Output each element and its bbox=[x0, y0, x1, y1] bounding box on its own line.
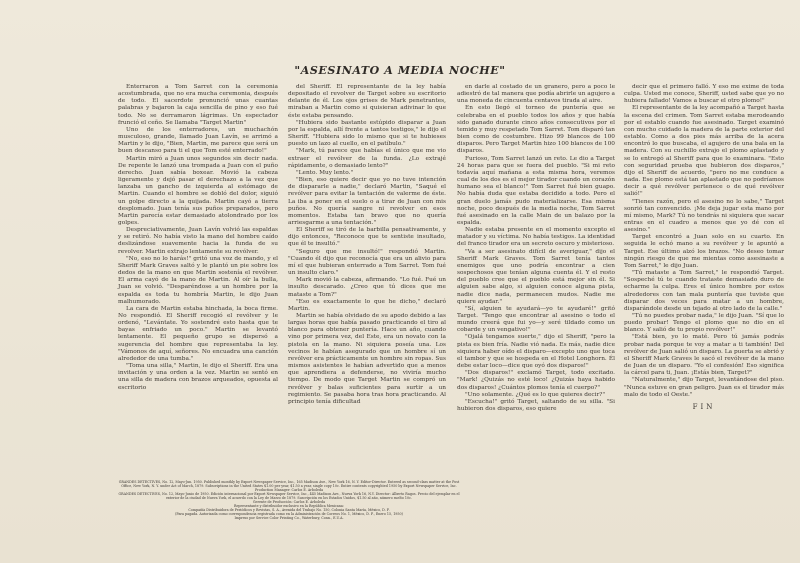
paragraph: "Lento. Muy lento." bbox=[296, 169, 354, 176]
paragraph: La cara de Martin estaba hinchada, la boca firme. No respondió. El Sheriff recogió el revólver y le ordenó, "Levántate. Yo sostendré esto hasta que te bayas enfriado un poco." Martin se levantó lentamente. El pequeño grupo se dispersó a sugerencia del hombre que representaba la ley. "Vámonos de aquí, señores. No encuadra una canción alrededor de una tumba." bbox=[118, 305, 278, 362]
paragraph: Target encontró a Juan solo en su cuarto. En seguida le echó mano a su revólver y le apuntó a Target. Ese último alzó los brazos. "No deseo tomar ningún riesgo de que me mientas como asesinaste a Tom Sarret," le dijo Juan. bbox=[624, 234, 784, 269]
text-column-4 bbox=[624, 84, 784, 411]
paragraph: Enterraron a Tom Sarret con la ceremonia acostumbrada, que no era mucha ceremonia, después de todo. El sacerdote pronunció unas cuantas palabras y bajaron la caja sencilla de pino y eso fué todo. No se derramaron lágrimas. Un espectador frunció el ceño. Se llamaba "Target Martin" bbox=[118, 84, 278, 126]
paragraph: "Sí, alguien te ayudará—yo te ayudaré!" gritó Target. "Tengo que encontrar al asesino o todo el mundo creerá que fui yo—y seré tildado como un cobarde y un vengativo!" bbox=[457, 305, 615, 334]
paragraph: Martin se había olvidado de su apodo debido a las largas horas que había pasado practicando el tiro al blanco para obtener puntería. Hace un año, cuando vino por primera vez, del Este, era un novato con la pistola en la mano. Ni siquiera poseía una. Los vecinos le habían asegurado que un hombre sí un revólver era prácticamente un hombre sin ropas. Sus mismos asistentes le habían advertido que a menos que aprendiera a defenderse, no viviría mucho tiempo. De modo que Target Martin se compró un revólver y balas suficientes para surtir a un regimiento. Se pasaba hora tras hora practicando. Al principio tenía dificultad bbox=[288, 313, 446, 405]
paragraph: del Sheriff. El representante de la ley había depositado el revolver de Target sobre su escritorio delante de él. Los ojos grises de Mark penetrantes, miraban a Martin como si quisieran adivinar lo que éste estaba pensando. bbox=[288, 84, 446, 119]
imprint-line: (Para pagada. Autorizada como correspondencia registrada como en la Administración de Correos No. 1, México, D. F., Enero 15, 1950) bbox=[175, 512, 403, 517]
end-marker: FIN bbox=[692, 402, 716, 411]
paragraph: "Va a ser asesinato difícil de averiguar," dijo el Sheriff Mark Graves. Tom Sarret tenía tantos enemigos que uno podría encontrar a cien sospechosos que tenían alguna cuenta él. Y el resto del pueblo cree que el pueblo está mejor sin él. Si alguien sabe algo, si alguien conoce alguna pista, nadie dice nada, permanecen mudos. Nadie me quiere ayudar." bbox=[457, 248, 615, 305]
paragraph: "Toma una silla," Martin, le dijo el Sheriff. Era una invitación y una orden a la vez. Martin se sentó en una silla de madera con brazos arqueados, opuesta al escritorio bbox=[118, 363, 278, 391]
paragraph: Martin miró a Juan unos segundos sin decir nada. De repente le lanzó una trompada a Juan con el puño derecho. Juan sabía boxear. Movió la cabeza ligeramente y dejó pasar el derechazo a la vez que lanzaba un gancho de izquierda al estómago de Martin. Cuando el hombre se dobló del dolor, siguió un golpe directo a la quijada. Martin cayó a tierra desplomado. Juan tenía sus puños preparados, pero Martin parecía estar demasiado atolondrado por los golpes. bbox=[118, 155, 278, 226]
paragraph: "Mark, tú parece que habías el único que me vio extraer el revólver de la funda. ¿Lo extrajé rápidamente, o demasiado lento?" bbox=[288, 148, 446, 169]
imprint-line: GRANDES DETECTIVES, No. 12, Mayo-Junio de 1950. Edición internacional por Export Newspaper Service, Inc., 445 Madison Ave., Nueva York 16, N.Y. Director: Alberto Ragos. Precio del ejemplar en el exterior de la ciudad de Nueva York, el acuerdo con la Ley de Marzo de 1879. Suscripción en los Estados Unidos, $1.50 al año, número suelto 10c. bbox=[118, 492, 460, 501]
paragraph: El representante de la ley acompañó a Target hasta la escena del crimen. Tom Sarret estaba merodeando por el establo cuando fue asesinado. Target examinó con mucho cuidado la madera de la parte exterior del establo. Como a dos pies más arriba de la acera encontró lo que buscaba, el agujero de una bala en la madera. Con su cuchillo extrajo el plomo aplastado y se lo entregó al Sheriff para que lo examinara. "Esto con seguridad prueba que hubieron dos disparos," dijo el Sheriff de acuerdo, "pero no me conduce a nada. Ese plomo está tan aplastado que no podríamos decir a qué revólver pertenece o de qué revólver salió!" bbox=[624, 105, 784, 198]
imprint-line: GRANDES DETECTIVES, No. 12, Mayo-Jun. 1950. Published monthly by Export Newspaper Service, Inc., 165 Madison Ave., New York 16, N. Y. Editor-Director. Entered as second-class matter at the Post Office, New York, N. Y. under Act of March, 1879. Subscriptions in the United States $1.00 per year, $1.50 a year, single copy 10c. Entire contents copyrighted 1950 by Export Newspaper Service, Inc. bbox=[118, 480, 460, 489]
paragraph: "Seguro que me insultó!" respondió Martin. "Cuando él dijo que reconocía que era un alivio para mí el que hubieran enterrado a Tom Sarret. Tom fué un insulto claro." bbox=[288, 248, 446, 277]
imprint-line: Compañía Distribuidora de Periódicos y Revistas, S. A., Avenida del Trabajo No. 150, Colonia Santa María, México, D. F. bbox=[188, 508, 390, 513]
paragraph: "No, eso no lo harás!" gritó una voz de mando, y el Sheriff Mark Graves saltó y le plantó un pie sobre los dedos de la mano en que Martin sostenía el revólver. El arma cayó de la mano de Martin. Al oír la bulla, Juan se volvió. "Desparéndose a un hombre por la espalda es toda tu hombría Martin, le dijo Juan malhumorado. bbox=[118, 255, 278, 305]
paragraph: "Hubiera sido bastante estúpido disparar a Juan por la espalda, allí frente a tantos testigos," le dijo el Sheriff. "Hubiera sido lo mismo que si te hubieses puesto un lazo al cuello, en el patíbulo." bbox=[288, 119, 446, 148]
paragraph: "Dos disparos!" exclamó Target, todo excitado. "Mark! ¿Quizás no esté loco! ¿Quizás haya habido dos disparos! ¿Cuántos plomos tenía el cuerpo?" bbox=[457, 370, 615, 391]
paragraph: Furioso, Tom Sarret lanzó un reto. Le dio a Target 24 horas para que se fuera del pueblo. "Si mi reto todavía aquí mañana a esta misma hora, veremos cual de los dos es el mejor tirador cuando un corazón humano sea el blanco!" Tom Sarret fué bien guapo. No había duda que estaba decidido a todo. Pero el gran duelo jamás pudo materializarse. Esa misma noche, poco después de la media noche, Tom Sarret fué asesinado en la calle Main de un balazo por la espalda. bbox=[457, 155, 615, 226]
paragraph: Despreciativamente, Juan Lavín volvió las espaldas y se retiró. No había visto la mano del hombre caído deslizándose suavemente hacia la funda de su revolver. Martin extrajo lentamente su revólver. bbox=[118, 227, 278, 255]
paragraph: "Está bien, yo lo maté. Pero tú jamás podrás probar nada porque te voy a matar a ti también! Del revólver de Juan salió un disparo. La puerta se abrió y el Sheriff Mark Graves le sacó el revólver de la mano de Juan de un disparo. "Yo el confesión! Eso significa la cárcel para ti, Juan. ¡Estás bien, Target?" bbox=[624, 334, 784, 377]
imprint-line: Representante y distribuidor exclusivo en la República Mexicana: bbox=[234, 504, 344, 509]
paragraph: decir que el primero falló. Y eso me exime de toda culpa. Usted me conoce, Sheriff, usted sabe que yo no hubiera fallado! Vamos a buscar el otro plomo!" bbox=[624, 84, 784, 105]
paragraph: "Eso es exactamente lo que he dicho," declaró Martin. bbox=[288, 298, 446, 312]
paragraph: "Tienes razón, pero el asesino no lo sabe," Target sonrió tan convencido. ¡Me deja jugar esta mano por mí mismo, Mark? Tú no tendrás ni siquiera que sacar entras en el cuadro a menos que yo dé con el asesino." bbox=[624, 198, 784, 234]
imprint-line: Impreso por Service Color Printing Co., Waterbury, Conn., E.U.A. bbox=[234, 516, 344, 521]
story-title: "ASESINATO A MEDIA NOCHE" bbox=[294, 64, 506, 77]
imprint-line: Production Manager: Carlos E. Arboleda bbox=[254, 488, 324, 493]
paragraph: En esto llegó el torneo de puntería que se celebraba en el pueblo todos los años y que había sido ganado durante cinco años consecutivos por el temido y muy respetado Tom Sarret. Tom disparó tan bien como de costumbre. Hizo 99 blancos de 100 disparos. Pero Target Martin hizo 100 blancos de 100 disparos. bbox=[457, 105, 615, 155]
paragraph: "Tú mataste a Tom Sarret," le respondió Target. "Sospeché tú te cuando trataste demasiado duro de echarme la culpa. Eres el único hombre por estos alrededores con tan mala puntería que tuviste que disparar dos veces para matar a un hombre, disparándole desde un tejado al otro lado de la calle." bbox=[624, 270, 784, 312]
paragraph: en darle al costado de un granero, pero a poco le adiestró de tal manera que podía abrirle un agujero a una moneda de cincuenta centavos tirada al aire. bbox=[457, 84, 615, 105]
imprint-line: Gerente de Producción: Carlos E. Arboleda bbox=[252, 500, 326, 505]
paragraph: Uno de los enterradores, un muchachón musculoso, grande, llamado Juan Lavín, se arrimó a Martin y le dijo, "Bien, Martin, me parece que será un buen descanso para ti el que Tom esté enterrado!" bbox=[118, 126, 278, 155]
paragraph: "Bien, eso quiere decir que yo no tuve intención de dispararle a nadie," declaró Martin, "Saqué el revólver para evitar la tentación de valerme de éste. La iba a poner en el suelo o a tirar de Juan con mis puños. No quería sangre ni revolver en esos momentos. Estaba tan bravo que no quería arriesgarme a una tentación." bbox=[288, 177, 446, 226]
paragraph: "Uno solamente. ¿Qué es lo que quieres decir?" bbox=[465, 391, 606, 398]
paragraph: "Escucha!" gritó Target, saltando de su silla. "Si hubieron dos disparos, eso quiere bbox=[457, 398, 615, 413]
paragraph: El Sheriff se tiró de la barbilla pensativamente, y dijo entonces, "Reconoce que te sentiste insultado, que él te insultó." bbox=[288, 227, 446, 248]
paragraph: Nadie estaba presente en el momento excepto el matador y su víctima. No había testigos. La identidad del franco tirador era un secreto oscuro y misterioso. bbox=[457, 227, 615, 248]
text-column-1 bbox=[118, 84, 278, 392]
text-column-3 bbox=[457, 84, 615, 413]
paragraph: "Tú no puedes probar nada," le dijo Juan. "Sí que lo puedo probar! Tengo el plomo que no dio en el blanco. Y salió de tu propio revólver!" bbox=[624, 313, 784, 334]
text-column-2 bbox=[288, 84, 446, 406]
paragraph: "Ojalá tengamos suerte," dijo el Sheriff, "pero la pista es bien fría. Nadie vió nada. Es más, nadie dice siquiera haber oído el disparo—excepto uno que toca el tambor y que se hospeda en el Hotel Longhorn. Él debe estar loco—dice que oyó dos disparos!" bbox=[457, 334, 615, 370]
paragraph: "Naturalmente," dijo Target, levantándose del piso. "Nunca estuve en gran peligro. Juan es el tirador más malo de todo el Oeste." bbox=[624, 377, 784, 398]
publication-imprint bbox=[118, 480, 460, 520]
paragraph: Mark movió la cabeza, afirmando. "Lo fué. Fué un insulto descarado. ¿Creo que tú dices que me mataste a Tom?" bbox=[288, 277, 446, 298]
